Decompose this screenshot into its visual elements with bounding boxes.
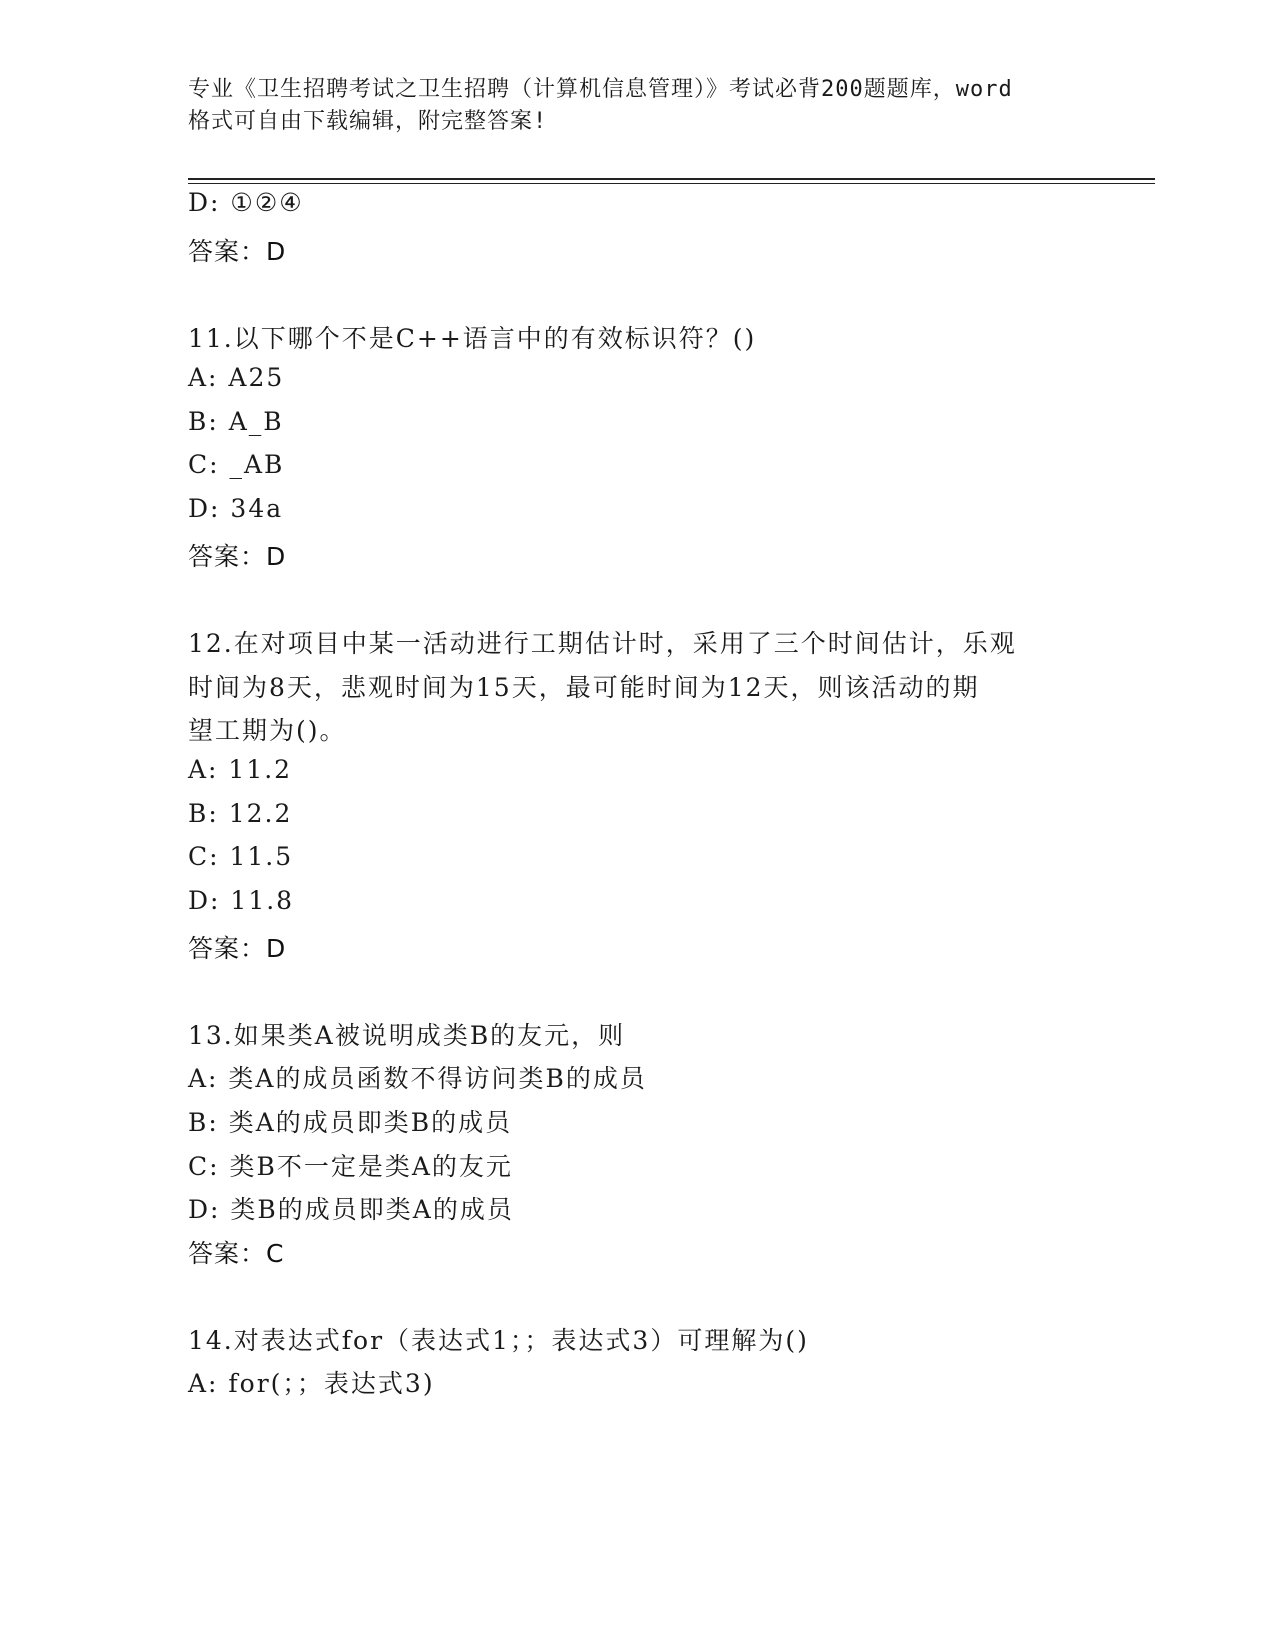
q14-stem: 14.对表达式for（表达式1；；表达式3）可理解为() (188, 1326, 809, 1355)
header-divider-thick (188, 178, 1155, 180)
q12-stem-line-3: 望工期为()。 (188, 716, 347, 745)
q12-answer: 答案：D (188, 934, 287, 963)
q10-option-d: D: ①②④ (188, 188, 304, 217)
q13-answer: 答案：C (188, 1239, 285, 1268)
header-line-1: 专业《卫生招聘考试之卫生招聘（计算机信息管理）》考试必背200题题库，word (188, 77, 1013, 102)
q12-stem-line-1: 12.在对项目中某一活动进行工期估计时，采用了三个时间估计，乐观 (188, 629, 1017, 658)
q11-stem: 11.以下哪个不是C++语言中的有效标识符？() (188, 324, 757, 353)
q13-option-a: A: 类A的成员函数不得访问类B的成员 (188, 1064, 647, 1093)
q12-option-a: A: 11.2 (188, 755, 293, 784)
q13-option-c: C: 类B不一定是类A的友元 (188, 1152, 513, 1181)
q14-option-a: A: for(；；表达式3) (188, 1369, 435, 1398)
q11-option-a: A: A25 (188, 363, 285, 392)
q12-option-d: D: 11.8 (188, 886, 295, 915)
document-header (188, 74, 1088, 138)
q13-stem: 13.如果类A被说明成类B的友元，则 (188, 1021, 626, 1050)
q13-option-b: B: 类A的成员即类B的成员 (188, 1108, 513, 1137)
q10-answer: 答案：D (188, 237, 287, 266)
header-divider-thin (188, 183, 1155, 184)
q11-option-d: D: 34a (188, 494, 284, 523)
q12-option-c: C: 11.5 (188, 842, 294, 871)
q11-option-c: C: _AB (188, 450, 285, 479)
q12-stem-line-2: 时间为8天，悲观时间为15天，最可能时间为12天，则该活动的期 (188, 673, 980, 702)
header-line-2: 格式可自由下载编辑，附完整答案! (188, 109, 548, 134)
q12-option-b: B: 12.2 (188, 799, 293, 828)
q13-option-d: D: 类B的成员即类A的成员 (188, 1195, 514, 1224)
q11-answer: 答案：D (188, 542, 287, 571)
q11-option-b: B: A_B (188, 407, 284, 436)
